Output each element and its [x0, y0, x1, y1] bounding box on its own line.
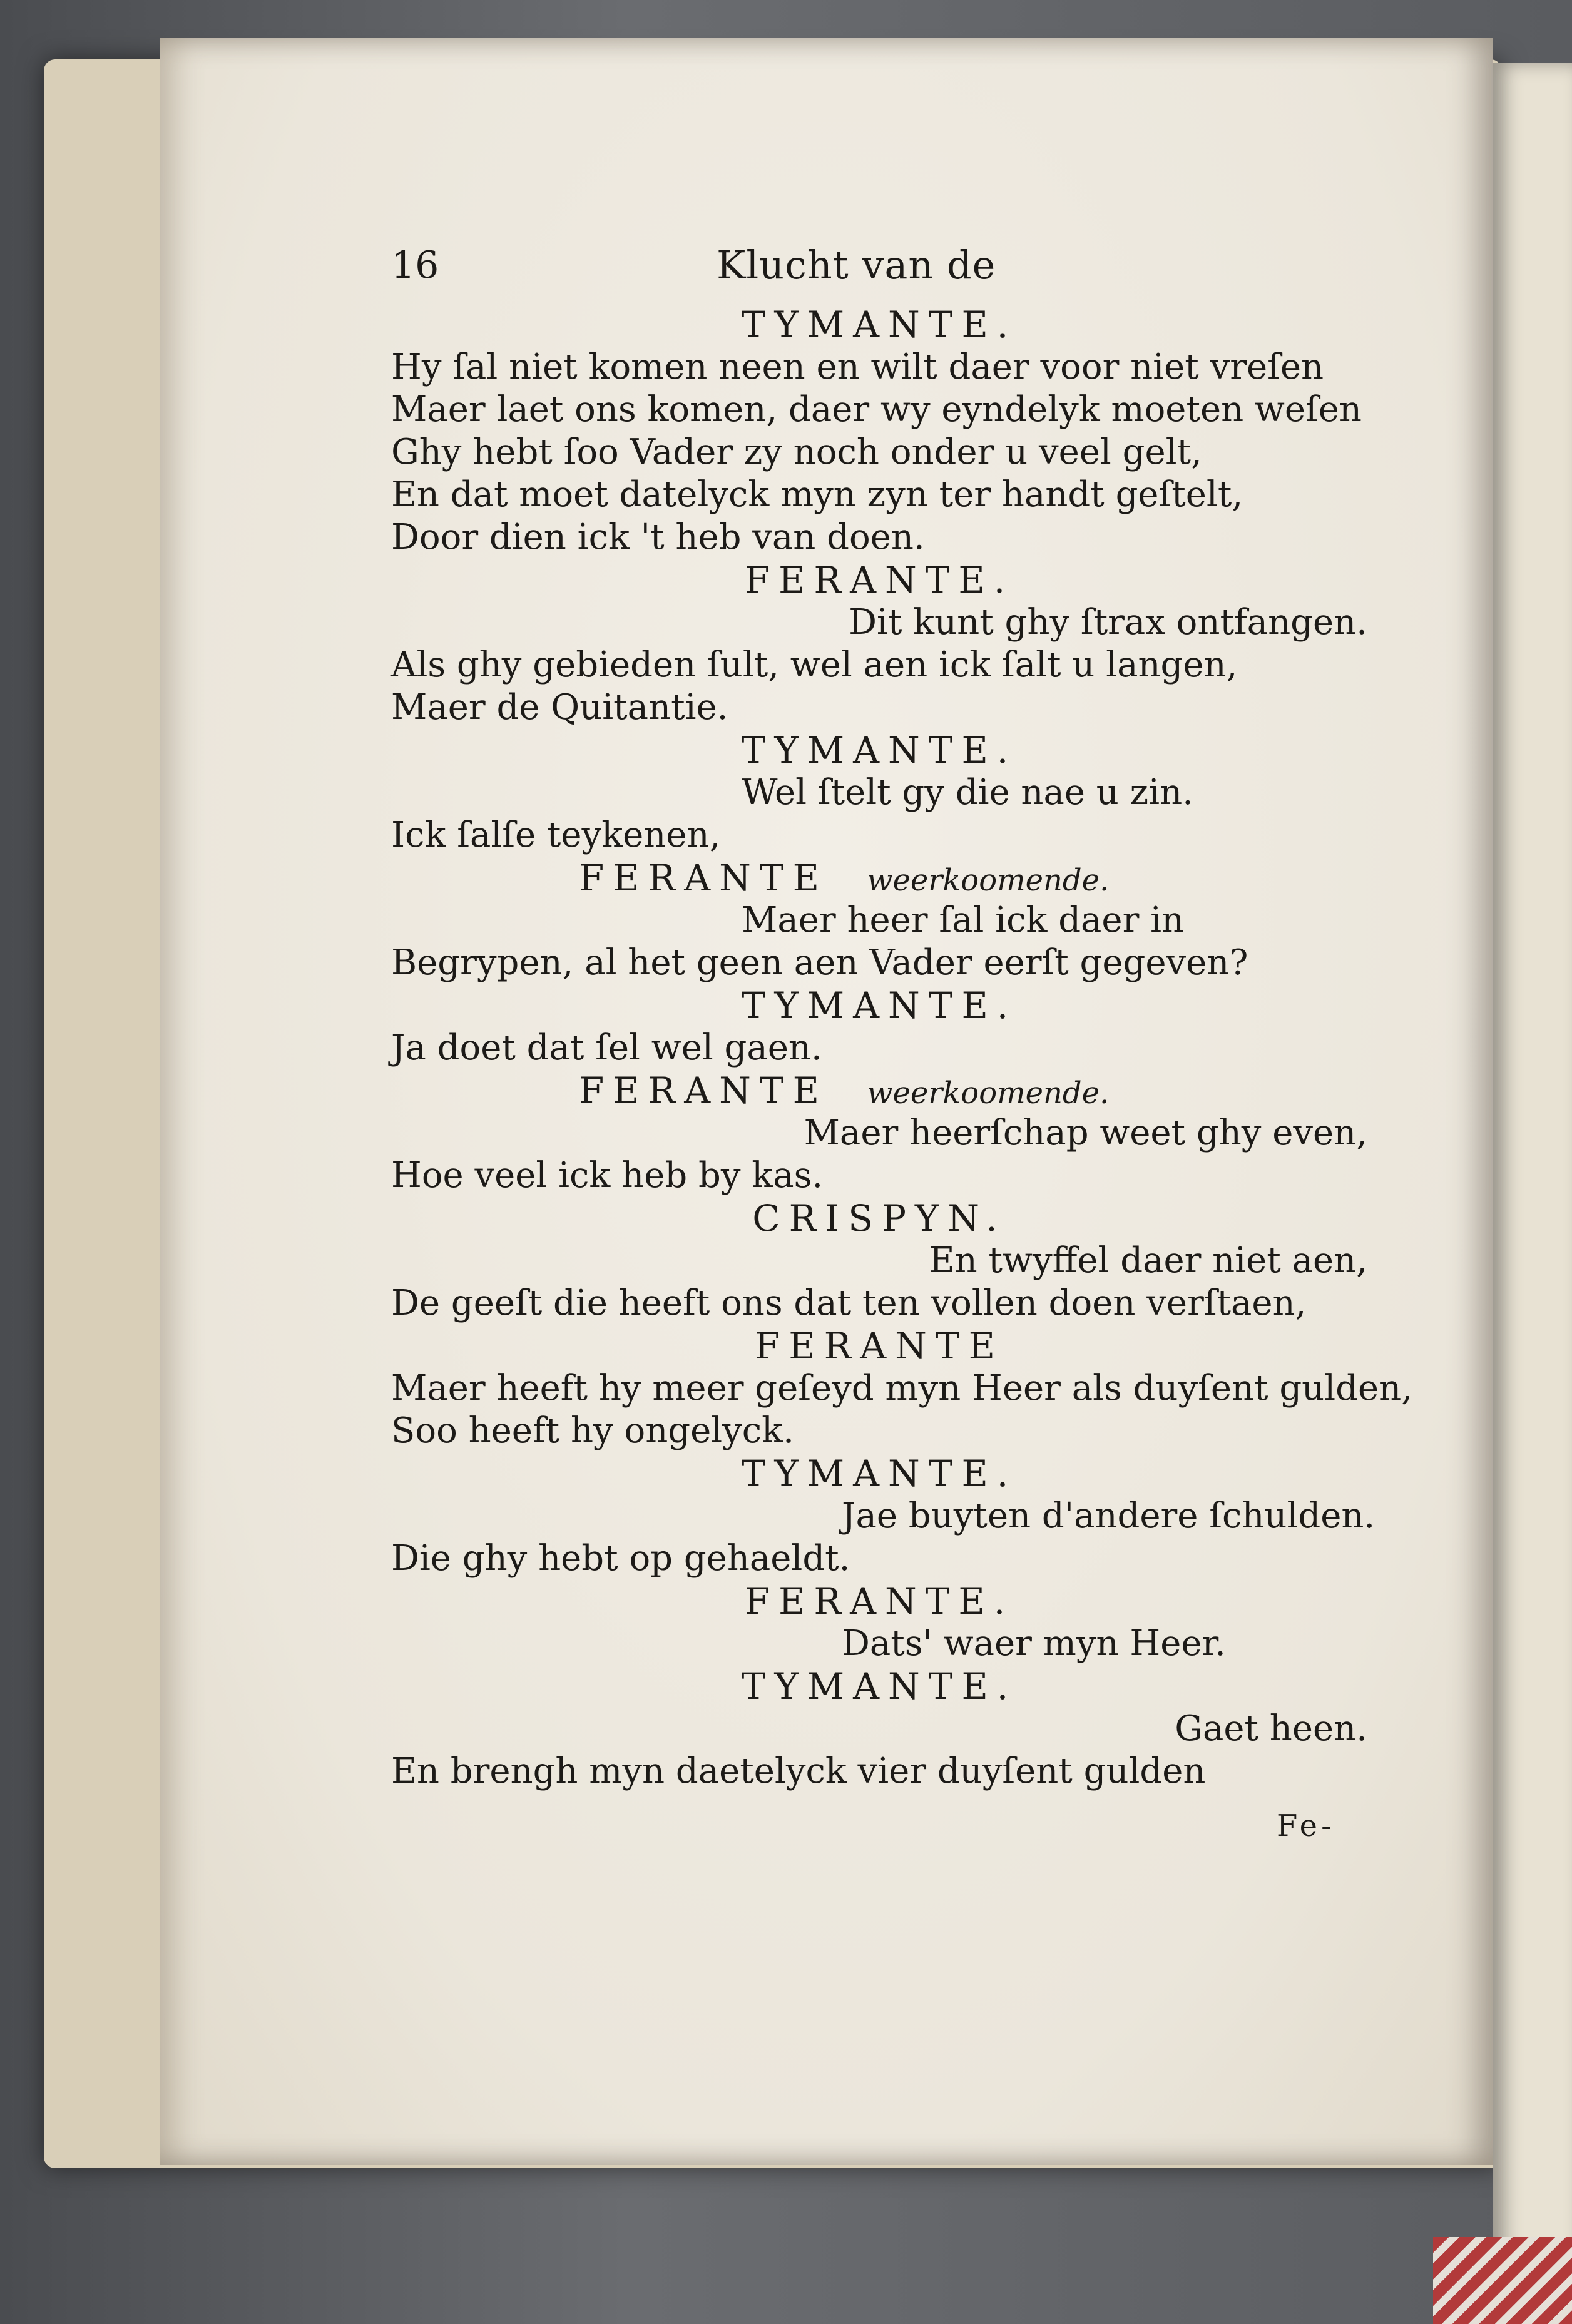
stage-direction: weerkoomende.: [867, 863, 1110, 898]
speaker-heading: FERANTE.: [744, 559, 1014, 601]
speaker-heading: TYMANTE.: [741, 1665, 1018, 1708]
verse-line: Hoe veel ick heb by kas.: [391, 1155, 824, 1196]
page-text: [391, 242, 1413, 1793]
stage-direction: weerkoomende.: [867, 1076, 1110, 1111]
verse-line: Dit kunt ghy ſtrax ontfangen.: [849, 602, 1367, 643]
page-header: [391, 244, 1367, 303]
verse-line: Als ghy gebieden ſult, wel aen ick ſalt u langen,: [391, 645, 1238, 685]
page-number: 16: [391, 243, 439, 287]
verse-line: Jae buyten d'andere ſchulden.: [842, 1496, 1376, 1536]
verse-line: Begrypen, al het geen aen Vader eerſt gegeven?: [391, 942, 1248, 983]
speaker-heading: FERANTE: [755, 1325, 1004, 1367]
speaker-heading: CRISPYN.: [752, 1197, 1006, 1240]
verse-line: Maer heeft hy meer geſeyd myn Heer als duyſent gulden,: [391, 1368, 1413, 1409]
speaker-name: FERANTE: [579, 1069, 828, 1112]
speaker-name: FERANTE: [579, 857, 828, 899]
verse-line: De geeſt die heeft ons dat ten vollen doen verſtaen,: [391, 1283, 1307, 1323]
verse-line: Ick ſalſe teykenen,: [391, 815, 721, 855]
verse-line: En twyffel daer niet aen,: [929, 1240, 1367, 1281]
verse-line: Soo heeft hy ongelyck.: [391, 1410, 794, 1451]
verse-line: Maer de Quitantie.: [391, 687, 728, 728]
speaker-heading: [391, 857, 1367, 899]
verse-line: Door dien ick 't heb van doen.: [391, 517, 925, 558]
verse-line: Dats' waer myn Heer.: [842, 1623, 1226, 1664]
verse-line: Maer heer ſal ick daer in: [742, 900, 1185, 940]
verse-line: Wel ſtelt gy die nae u zin.: [742, 772, 1193, 813]
speaker-heading: TYMANTE.: [741, 303, 1018, 346]
verse-line: Maer laet ons komen, daer wy eyndelyk moeten weſen: [391, 389, 1362, 430]
verse-line: Maer heerſchap weet ghy even,: [804, 1113, 1367, 1153]
verse-line: En brengh myn daetelyck vier duyſent gulden: [391, 1751, 1206, 1791]
bookmark-ribbon: [1433, 2237, 1572, 2324]
speaker-heading: TYMANTE.: [741, 984, 1018, 1027]
speaker-heading: [391, 1069, 1367, 1112]
speaker-heading: FERANTE.: [744, 1580, 1014, 1623]
verse-line: Gaet heen.: [1175, 1708, 1367, 1749]
running-title: Klucht van de: [717, 242, 996, 288]
facing-page: [1493, 63, 1572, 2290]
verse-line: Die ghy hebt op gehaeldt.: [391, 1538, 850, 1579]
verse-line: Ja doet dat ſel wel gaen.: [391, 1027, 822, 1068]
speaker-heading: TYMANTE.: [741, 729, 1018, 772]
verse-line: Ghy hebt ſoo Vader zy noch onder u veel gelt,: [391, 432, 1202, 472]
verse-line: En dat moet datelyck myn zyn ter handt geſtelt,: [391, 474, 1243, 515]
speaker-heading: TYMANTE.: [741, 1452, 1018, 1495]
catchword: Fe-: [1277, 1808, 1335, 1843]
verse-line: Hy ſal niet komen neen en wilt daer voor niet vreſen: [391, 347, 1324, 387]
